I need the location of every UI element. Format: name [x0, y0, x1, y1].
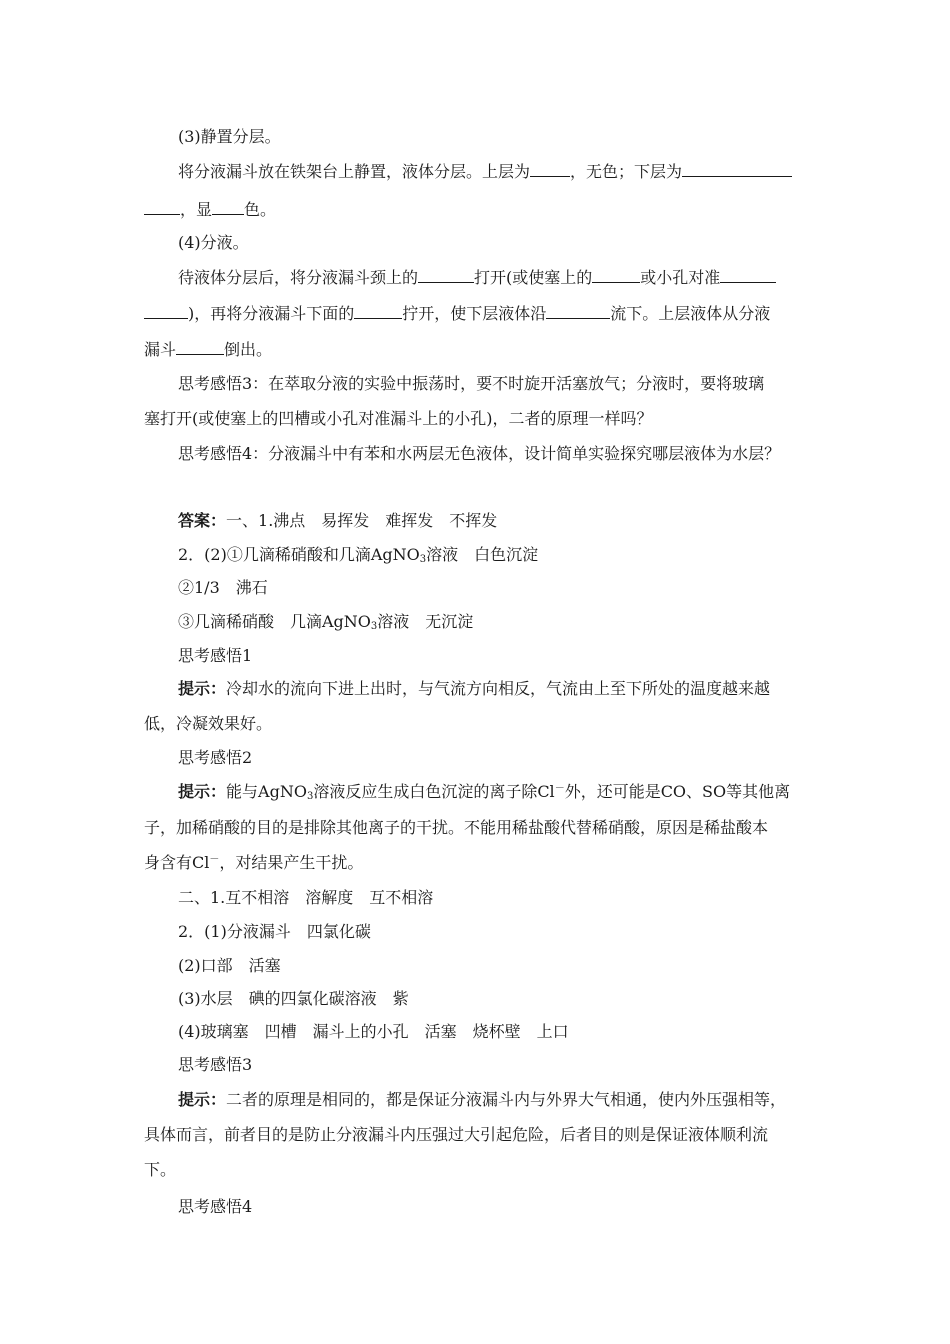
think4-answer-title: 思考感悟4 — [178, 1197, 253, 1216]
think3-answer-title: 思考感悟3 — [178, 1055, 253, 1074]
think1-hint-line-2: 低，冷凝效果好。 — [144, 714, 273, 733]
q4-line-3: 漏斗 倒出。 — [144, 340, 273, 359]
think4-line-1: 思考感悟4：分液漏斗中有苯和水两层无色液体，设计简单实验探究哪层液体为水层？ — [178, 444, 781, 463]
blank — [720, 266, 776, 283]
hint-label: 提示： — [178, 782, 227, 801]
think2-title: 思考感悟2 — [178, 748, 253, 767]
think3-line-2: 塞打开(或使塞上的凹槽或小孔对准漏斗上的小孔)，二者的原理一样吗？ — [144, 409, 653, 428]
q4-line-1: 待液体分层后，将分液漏斗颈上的 打开(或使塞上的 或小孔对准 — [178, 266, 776, 289]
q3-heading: (3)静置分层。 — [178, 127, 281, 146]
answer-part2-line-5: (4)玻璃塞 凹槽 漏斗上的小孔 活塞 烧杯壁 上口 — [178, 1022, 569, 1041]
answer-line-2: 2．(2)①几滴稀硝酸和几滴AgNO$_3$溶液 白色沉淀 — [178, 545, 539, 565]
think1-title: 思考感悟1 — [178, 646, 253, 665]
blank — [176, 338, 224, 355]
think3-hint-line-1: 提示：二者的原理是相同的，都是保证分液漏斗内与外界大气相通，使内外压强相等， — [178, 1090, 787, 1109]
answer-line-1: 答案：一、1.沸点 易挥发 难挥发 不挥发 — [178, 511, 498, 530]
think2-hint-line-1: 提示：能与AgNO$_3$溶液反应生成白色沉淀的离子除Cl－外，还可能是CO、SO等其他离 — [178, 782, 791, 802]
answer-line-3: ②1/3 沸石 — [178, 578, 268, 597]
hint-label: 提示： — [178, 679, 227, 698]
answer-label: 答案： — [178, 511, 227, 530]
blank — [354, 302, 402, 319]
answer-line-4: ③几滴稀硝酸 几滴AgNO$_3$溶液 无沉淀 — [178, 612, 474, 632]
blank — [418, 266, 474, 283]
hint-label: 提示： — [178, 1090, 227, 1109]
answer-part2-line-4: (3)水层 碘的四氯化碳溶液 紫 — [178, 989, 409, 1008]
blank — [682, 160, 792, 177]
blank — [530, 160, 570, 177]
q3-line-2: ，显 色。 — [144, 198, 276, 221]
blank — [546, 302, 610, 319]
q3-line-1: 将分液漏斗放在铁架台上静置，液体分层。上层为 ，无色；下层为 — [178, 160, 792, 183]
blank — [144, 302, 188, 319]
answer-part2-line-2: 2．(1)分液漏斗 四氯化碳 — [178, 922, 371, 941]
think3-hint-line-2: 具体而言，前者目的是防止分液漏斗内压强过大引起危险，后者目的则是保证液体顺利流 — [144, 1125, 769, 1144]
think3-line-1: 思考感悟3：在萃取分液的实验中振荡时，要不时旋开活塞放气；分液时，要将玻璃 — [178, 374, 765, 393]
answer-part2-line-1: 二、1.互不相溶 溶解度 互不相溶 — [178, 888, 434, 907]
blank — [212, 198, 244, 215]
think3-hint-line-3: 下。 — [144, 1160, 177, 1179]
think1-hint-line-1: 提示：冷却水的流向下进上出时，与气流方向相反，气流由上至下所处的温度越来越 — [178, 679, 771, 698]
think2-hint-line-3: 身含有Cl－，对结果产生干扰。 — [144, 853, 364, 872]
q4-heading: (4)分液。 — [178, 233, 249, 252]
blank — [592, 266, 640, 283]
q4-line-2: )，再将分液漏斗下面的 拧开，使下层液体沿 流下。上层液体从分液 — [144, 302, 770, 325]
answer-part2-line-3: (2)口部 活塞 — [178, 956, 281, 975]
think2-hint-line-2: 子，加稀硝酸的目的是排除其他离子的干扰。不能用稀盐酸代替稀硝酸，原因是稀盐酸本 — [144, 818, 769, 837]
blank — [144, 198, 180, 215]
